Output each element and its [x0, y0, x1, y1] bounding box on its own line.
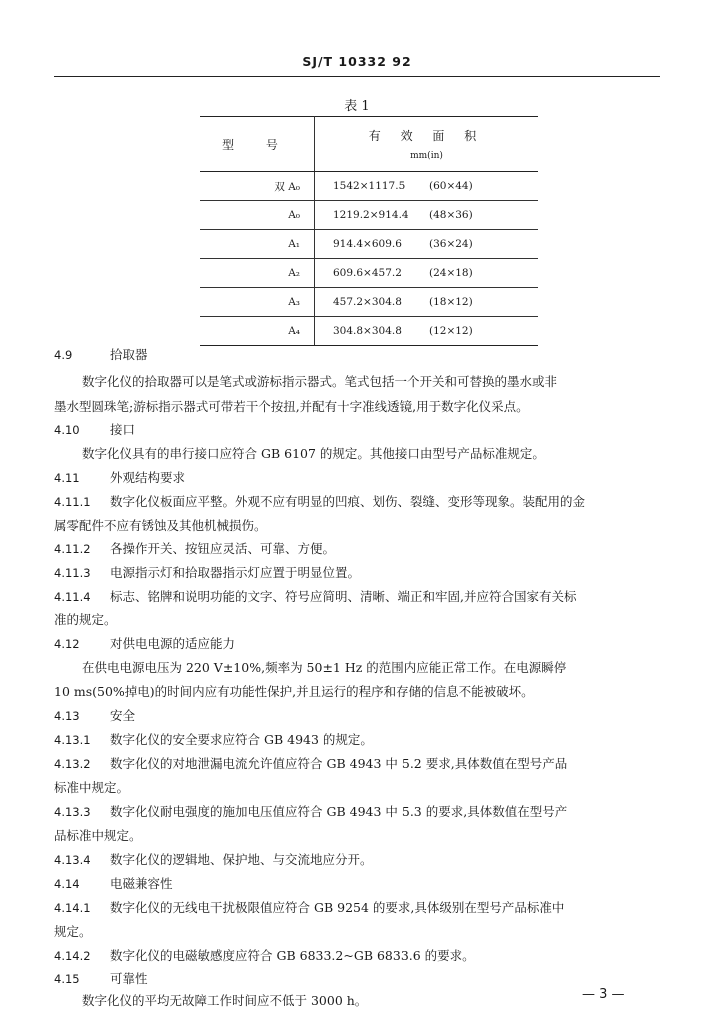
section-title: 拾取器: [110, 347, 148, 362]
area-inch: (12×12): [429, 325, 473, 337]
clause-text: 数字化仪板面应平整。外观不应有明显的凹痕、划伤、裂缝、变形等现象。装配用的金: [110, 494, 586, 509]
section-title: 接口: [110, 422, 136, 437]
area-mm: 914.4×609.6: [333, 238, 402, 250]
paragraph-line: 墨水型圆珠笔;游标指示器式可带若干个按扭,并配有十字准线透镜,用于数字化仪采点。: [54, 399, 529, 414]
clause-number: 4.14.1: [54, 901, 91, 915]
clause-4-11-1: [54, 493, 660, 511]
table-caption: 表 1: [344, 99, 370, 114]
row-area: [315, 172, 539, 201]
row-model: A₀: [200, 201, 315, 230]
clause-number: 4.11.1: [54, 495, 91, 509]
row-model: A₃: [200, 288, 315, 317]
table-row: [200, 317, 538, 346]
section-number: 4.15: [54, 972, 80, 986]
section-title: 外观结构要求: [110, 470, 186, 485]
section-4-10-heading: [54, 421, 660, 439]
clause-text: 电源指示灯和拾取器指示灯应置于明显位置。: [110, 565, 361, 580]
paragraph-line: 数字化仪的平均无故障工作时间应不低于 3000 h。: [82, 993, 368, 1008]
section-title: 可靠性: [110, 971, 148, 986]
section-4-14-heading: [54, 875, 660, 893]
row-area: [315, 230, 539, 259]
paragraph-line: 品标准中规定。: [54, 828, 142, 843]
table-header-row: [200, 117, 538, 172]
area-inch: (18×12): [429, 296, 473, 308]
section-number: 4.14: [54, 877, 80, 891]
area-inch: (24×18): [429, 267, 473, 279]
row-model: A₁: [200, 230, 315, 259]
page-number: — 3 —: [582, 987, 625, 1002]
clause-4-14-2: [54, 947, 660, 965]
area-title: 有 效 面 积: [368, 129, 485, 143]
section-number: 4.11: [54, 471, 80, 485]
clause-4-13-2: [54, 755, 660, 773]
column-header-area: [315, 117, 539, 172]
paragraph-line: 数字化仪具有的串行接口应符合 GB 6107 的规定。其他接口由型号产品标准规定。: [82, 446, 545, 461]
row-area: [315, 259, 539, 288]
section-title: 电磁兼容性: [110, 876, 173, 891]
area-mm: 1219.2×914.4: [333, 209, 409, 221]
clause-4-13-4: [54, 851, 660, 869]
clause-text: 标志、铭牌和说明功能的文字、符号应简明、清晰、端正和牢固,并应符合国家有关标: [110, 589, 577, 604]
row-area: [315, 317, 539, 346]
area-mm: 1542×1117.5: [333, 180, 406, 192]
row-area: [315, 288, 539, 317]
row-area: [315, 201, 539, 230]
section-4-11-heading: [54, 469, 660, 487]
section-title: 对供电电源的适应能力: [110, 636, 236, 651]
effective-area-table: [200, 116, 538, 346]
clause-number: 4.13.4: [54, 853, 91, 867]
row-model: A₂: [200, 259, 315, 288]
section-title: 安全: [110, 708, 136, 723]
paragraph-line: 10 ms(50%掉电)的时间内应有功能性保护,并且运行的程序和存储的信息不能被破坏。: [54, 684, 534, 699]
clause-text: 数字化仪的对地泄漏电流允许值应符合 GB 4943 中 5.2 要求,具体数值在型号产品: [110, 756, 568, 771]
clause-text: 数字化仪耐电强度的施加电压值应符合 GB 4943 中 5.3 的要求,具体数值在型号产: [110, 804, 568, 819]
section-number: 4.13: [54, 709, 80, 723]
section-number: 4.10: [54, 423, 80, 437]
clause-number: 4.14.2: [54, 949, 91, 963]
section-4-9-heading: [54, 346, 660, 364]
clause-number: 4.11.3: [54, 566, 91, 580]
area-mm: 457.2×304.8: [333, 296, 402, 308]
table-row: [200, 288, 538, 317]
clause-number: 4.13.1: [54, 733, 91, 747]
paragraph-line: 数字化仪的拾取器可以是笔式或游标指示器式。笔式包括一个开关和可替换的墨水或非: [82, 374, 558, 389]
paragraph-line: 准的规定。: [54, 612, 117, 627]
standard-code: SJ/T 10332 92: [302, 54, 412, 69]
clause-4-14-1: [54, 899, 660, 917]
column-header-model: 型 号: [200, 117, 315, 172]
clause-text: 各操作开关、按钮应灵活、可靠、方便。: [110, 541, 336, 556]
paragraph-line: 规定。: [54, 924, 92, 939]
row-model: A₄: [200, 317, 315, 346]
clause-text: 数字化仪的电磁敏感度应符合 GB 6833.2~GB 6833.6 的要求。: [110, 948, 475, 963]
area-mm: 609.6×457.2: [333, 267, 402, 279]
table-row: [200, 259, 538, 288]
clause-4-13-3: [54, 803, 660, 821]
section-4-13-heading: [54, 707, 660, 725]
area-inch: (48×36): [429, 209, 473, 221]
table-row: [200, 230, 538, 259]
section-number: 4.12: [54, 637, 80, 651]
area-mm: 304.8×304.8: [333, 325, 402, 337]
clause-number: 4.13.3: [54, 805, 91, 819]
section-number: 4.9: [54, 348, 73, 362]
paragraph-line: 在供电电源电压为 220 V±10%,频率为 50±1 Hz 的范围内应能正常工作。在电源瞬停: [82, 660, 567, 675]
header-rule: [54, 76, 660, 77]
clause-4-13-1: [54, 731, 660, 749]
clause-number: 4.11.2: [54, 542, 91, 556]
clause-text: 数字化仪的逻辑地、保护地、与交流地应分开。: [110, 852, 373, 867]
section-4-15-heading: [54, 970, 660, 988]
clause-4-11-4: [54, 588, 660, 606]
area-inch: (36×24): [429, 238, 473, 250]
section-4-12-heading: [54, 635, 660, 653]
table-row: [200, 172, 538, 201]
row-model: 双 A₀: [200, 172, 315, 201]
area-unit: mm(in): [410, 151, 443, 161]
table-row: [200, 201, 538, 230]
clause-4-11-2: [54, 540, 660, 558]
clause-text: 数字化仪的安全要求应符合 GB 4943 的规定。: [110, 732, 373, 747]
paragraph-line: 属零配件不应有锈蚀及其他机械损伤。: [54, 518, 267, 533]
paragraph-line: 标准中规定。: [54, 780, 130, 795]
clause-text: 数字化仪的无线电干扰极限值应符合 GB 9254 的要求,具体级别在型号产品标准中: [110, 900, 565, 915]
clause-4-11-3: [54, 564, 660, 582]
area-inch: (60×44): [429, 180, 473, 192]
clause-number: 4.11.4: [54, 590, 91, 604]
clause-number: 4.13.2: [54, 757, 91, 771]
